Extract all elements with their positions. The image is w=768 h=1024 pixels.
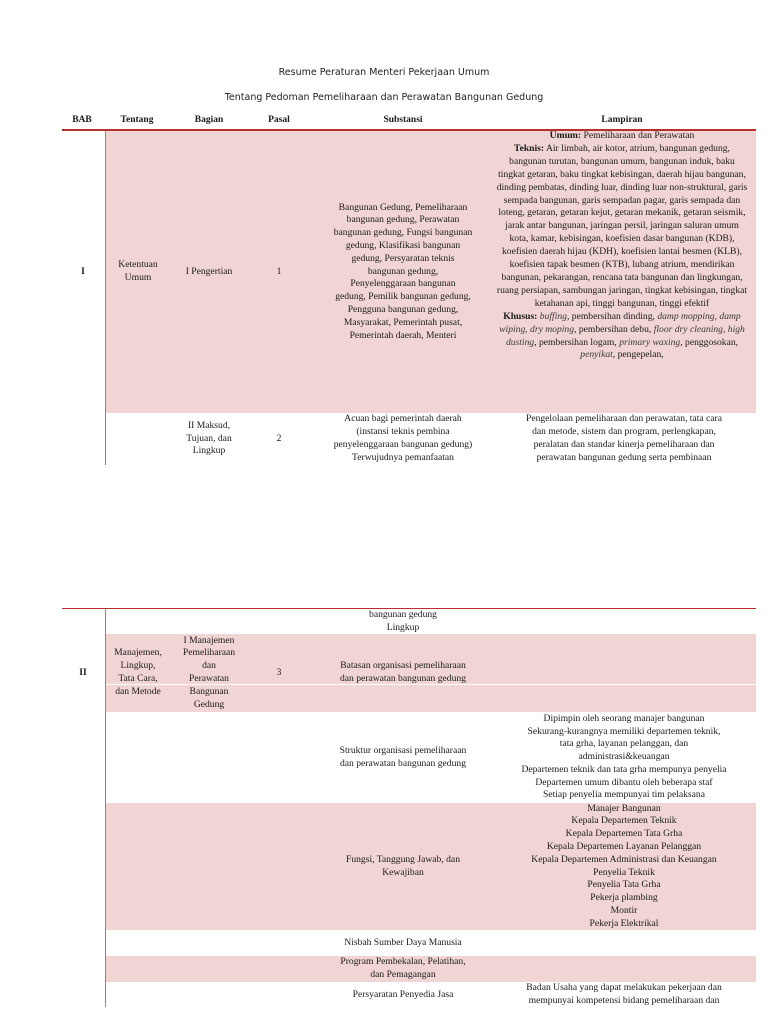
- lampiran-cell: Pengelolaan pemeliharaan dan perawatan, tata cara dan metode, sistem dan program, perlengkapan, peralatan dan standar kinerja pemeliharaan dan perawatan bangunan gedung serta pembinaan: [525, 413, 723, 463]
- header-bagian: Bagian: [194, 115, 224, 125]
- pasal-cell: 2: [276, 432, 282, 444]
- substansi-cell: Bangunan Gedung, Pemeliharaan bangunan gedung, Perawatan bangunan gedung, Fungsi bangunan gedung, Klasifikasi bangunan gedung, Persyaratan teknis bangunan gedung, Penyelenggaraan bangunan gedung, Pemilik bangunan gedung, Pengguna bangunan gedung, Masyarakat, Pemerintah pusat, Pemerintah daerah, Menteri: [333, 201, 473, 341]
- bagian-cell: II Maksud, Tujuan, dan Lingkup: [186, 419, 232, 457]
- khusus-text: , pengepelan,: [612, 349, 664, 361]
- pasal-cell: 1: [276, 265, 282, 277]
- umum-text: Pemeliharaan dan Perawatan: [581, 130, 695, 141]
- lampiran-cell: Manajer Bangunan Kepala Departemen Teknik Kepala Departemen Tata Grha Kepala Departemen Layanan Pelanggan Kepala Departemen Administrasi dan Keuangan Penyelia Teknik Penyelia Tata Grha Pekerja plambing Montir Pekerja Elektrikal: [531, 803, 717, 929]
- khusus-term: buffing: [539, 310, 567, 322]
- substansi-cell: bangunan gedung Lingkup: [369, 610, 437, 633]
- lampiran-cell: Badan Usaha yang dapat melakukan pekerjaan dan mempunyai kompetensi bidang pemeliharaan dan: [526, 982, 722, 1006]
- header-lampiran: Lampiran: [601, 115, 643, 125]
- header-bab: BAB: [72, 115, 92, 125]
- tentang-cell: Manajemen, Lingkup, Tata Cara, dan Metode: [114, 647, 162, 697]
- substansi-cell: Program Pembekalan, Pelatihan, dan Pemagangan: [340, 956, 466, 980]
- lampiran-cell: Dipimpin oleh seorang manajer bangunan Sekurang-kurangnya memiliki departemen teknik, tata grha, layanan pelanggan, dan administrasi&keuangan Departemen teknik dan tata grha mempunya penyelia Departemen umum dibantu oleh beberapa staf Setiap penyelia mempunyai tim pelaksana: [521, 712, 727, 801]
- substansi-cell: Persyaratan Penyedia Jasa: [352, 988, 454, 1000]
- khusus-term: primary waxing: [619, 336, 681, 348]
- substansi-cell: Fungsi, Tanggung Jawab, dan Kewajiban: [345, 853, 460, 878]
- khusus-term: damp mopping, damp wiping, dry moping: [499, 310, 741, 335]
- bagian-cell: I Pengertian: [185, 265, 233, 277]
- page2-top-rule: [62, 608, 756, 609]
- khusus-label: Khusus:: [503, 310, 538, 322]
- lampiran-cell: [496, 130, 748, 413]
- substansi-cell: Acuan bagi pemerintah daerah (instansi teknis pembina penyelenggaraan bangunan gedung) Terwujudnya pemanfaatan: [333, 413, 473, 463]
- document-subtitle: Tentang Pedoman Pemeliharaan dan Perawatan Bangunan Gedung: [224, 92, 544, 103]
- bab-cell: I: [81, 265, 85, 277]
- khusus-text: , pembersihan logam,: [534, 336, 620, 348]
- bab-cell: II: [79, 666, 87, 678]
- header-pasal: Pasal: [268, 115, 290, 125]
- tentang-cell: Ketentuan Umum: [118, 259, 158, 283]
- substansi-cell: Struktur organisasi pemeliharaan dan perawatan bangunan gedung: [339, 744, 467, 769]
- document-title: Resume Peraturan Menteri Pekerjaan Umum: [278, 67, 490, 78]
- pasal-cell: 3: [276, 666, 282, 678]
- substansi-cell: Batasan organisasi pemeliharaan dan perawatan bangunan gedung: [339, 660, 466, 684]
- teknis-label: Teknis:: [514, 142, 545, 154]
- khusus-term: penyikat: [580, 349, 613, 361]
- khusus-text: , pembersihan debu,: [574, 323, 654, 335]
- khusus-text: , penggosokan,: [680, 336, 739, 348]
- bagian-cell: I Manajemen Pemeliharaan dan Perawatan Bangunan Gedung: [182, 634, 236, 710]
- umum-label: Umum:: [549, 130, 582, 141]
- substansi-cell: Nisbah Sumber Daya Manusia: [344, 936, 462, 948]
- khusus-text: , pembersihan dinding,: [566, 310, 658, 322]
- header-tentang: Tentang: [120, 115, 154, 125]
- teknis-text: Air limbah, air kotor, atrium, bangunan gedung, bangunan turutan, bangunan umum, bangunan induk, baku tingkat getaran, baku tingkat kebisingan, daerah hijau bangunan, dinding pembatas, dinding luar, dinding luar non-struktural, garis sempada bangunan, garis sempadan pagar, garis sempada dan loteng, getaran, getaran kejut, getaran mekanik, getaran seismik, jarak antar bangunan, jaringan persil, jaringan saluran umum kota, kamar, kebisingan, koefisien dasar bangunan (KDB), koefisien daerah hijau (KDH), koefisien lantai besmen (KLB), koefisien tapak besmen (KTB), lubang atrium, mendirikan bangunan, pekarangan, rencana tata bangunan dan lingkungan, ruang persiapan, sambungan jaringan, tingkat kebisingan, tingkat ketahanan api, tinggi bangunan, tinggi efektif: [496, 142, 748, 309]
- khusus-term: floor dry cleaning, high dusting: [505, 323, 745, 348]
- header-substansi: Substansi: [383, 115, 423, 125]
